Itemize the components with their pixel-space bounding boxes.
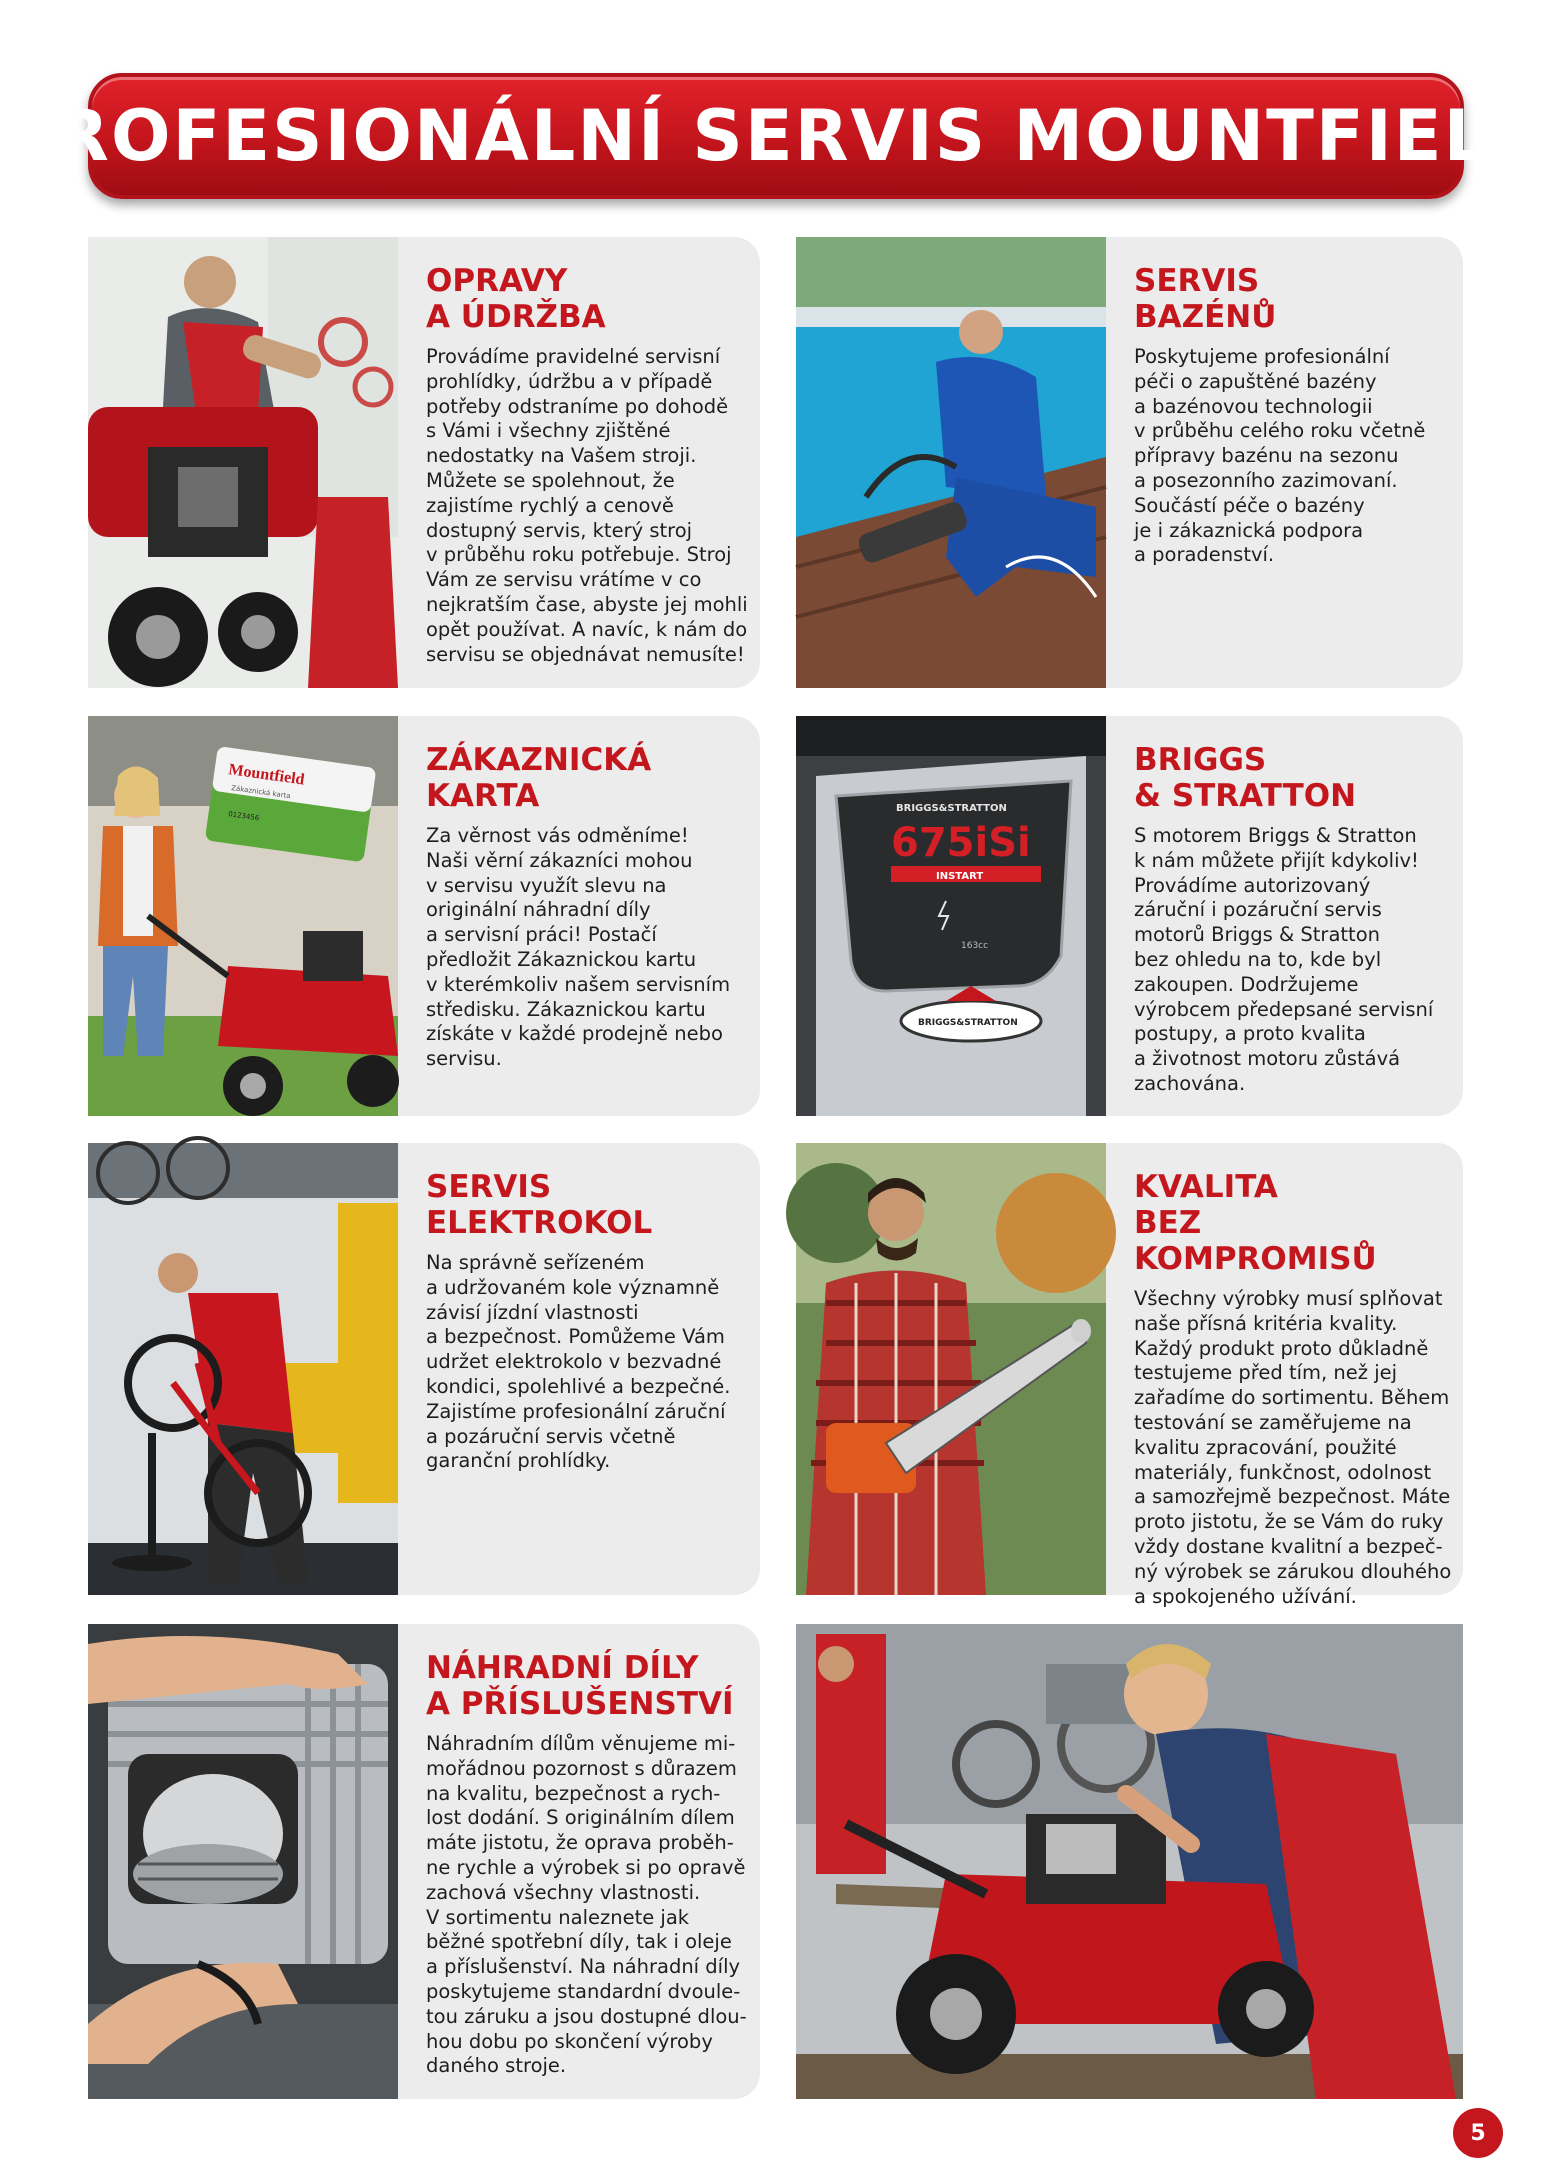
card-title: BRIGGS & STRATTON xyxy=(1134,742,1357,814)
card-text xyxy=(1134,742,1439,1097)
header-banner xyxy=(1,73,1550,199)
card-spare-parts xyxy=(88,1624,760,2099)
card-workshop-photo xyxy=(796,1624,1463,2099)
card-body: Za věrnost vás odměníme! Naši věrní zákazníci mohou v servisu využít slevu na originální náhradní díly a servisní práci! Postačí předložit Zákaznickou kartu v kterémkoliv našem servisním středisku. Zákaznickou kartu získáte v každé prodejně nebo servisu. xyxy=(426,824,731,1071)
card-title: KVALITA BEZ KOMPROMISŮ xyxy=(1134,1169,1377,1277)
card-body: S motorem Briggs & Stratton k nám můžete přijít kdykoliv! Provádíme autorizovaný záruční i pozáruční servis motorů Briggs & Stratton bez ohledu na to, kde byl zakoupen. Dodržujeme výrobcem předepsané servisní postupy, a proto kvalita a životnost motoru zůstává zachována. xyxy=(1134,824,1434,1095)
card-text xyxy=(426,263,748,667)
card-text xyxy=(426,1650,747,2079)
card-body: Na správně seřízeném a udržovaném kole významně závisí jízdní vlastnosti a bezpečnost. Pomůžeme Vám udržet elektrokolo v bezvadné kondici, spolehlivé a bezpečné. Zajistíme profesionální záruční a pozáruční servis včetně garanční prohlídky. xyxy=(426,1251,731,1473)
card-body: Náhradním dílům věnujeme mi- mořádnou pozornost s důrazem na kvalitu, bezpečnost a rych- lost dodání. S originálním dílem máte jistotu, že oprava proběh- ne rychle a výrobek si po opravě zachová všechny vlastnosti. V sortimentu naleznete jak běžné spotřební díly, tak i oleje a příslušenství. Na náhradní díly poskytujeme standardní dvoule- tou záruku a jsou dostupné dlou- hou dobu po skončení výroby daného stroje. xyxy=(426,1732,747,2078)
card-number: 0123456 xyxy=(227,810,260,823)
photo-engine-closeup xyxy=(796,716,1106,1116)
card-customer-card xyxy=(88,716,760,1116)
card-subtitle: Zákaznická karta xyxy=(230,784,292,801)
card-text xyxy=(1134,1169,1452,1609)
photo-pool-technician xyxy=(796,237,1106,688)
card-text xyxy=(1134,263,1439,568)
page-number: 5 xyxy=(1470,2120,1486,2146)
page-number-badge xyxy=(1453,2108,1503,2158)
card-title: OPRAVY A ÚDRŽBA xyxy=(426,263,606,335)
card-text xyxy=(426,742,736,1072)
photo-man-chainsaw xyxy=(796,1143,1106,1595)
card-repairs xyxy=(88,237,760,688)
card-title: SERVIS BAZÉNŮ xyxy=(1134,263,1277,335)
card-pool-service xyxy=(796,237,1463,688)
photo-mechanic-lawnmower xyxy=(796,1624,1463,2099)
engine-model: 675iSi xyxy=(891,820,1031,866)
card-body: Provádíme pravidelné servisní prohlídky, údržbu a v případě potřeby odstraníme po dohodě s Vámi i všechny zjištěné nedostatky na Vašem stroji. Můžete se spolehnout, že zajistíme rychlý a cenově dostupný servis, který stroj v průběhu roku potřebuje. Stroj Vám ze servisu vrátíme v co nejkratším čase, abyste jej mohli opět používat. A navíc, k nám do servisu se objednávat nemusíte! xyxy=(426,345,748,666)
photo-engine-piston xyxy=(88,1624,398,2099)
card-briggs-stratton xyxy=(796,716,1463,1116)
card-title: NÁHRADNÍ DÍLY A PŘÍSLUŠENSTVÍ xyxy=(426,1650,734,1722)
photo-woman-mower-card xyxy=(88,716,398,1116)
photo-mechanic-tractor xyxy=(88,237,398,688)
card-title: ZÁKAZNICKÁ KARTA xyxy=(426,742,652,814)
engine-brand: BRIGGS&STRATTON xyxy=(896,803,1007,814)
card-quality xyxy=(796,1143,1463,1608)
engine-badge: BRIGGS&STRATTON xyxy=(918,1018,1018,1028)
engine-instart: INSTART xyxy=(936,871,984,882)
card-ebike-service xyxy=(88,1143,760,1595)
card-body: Všechny výrobky musí splňovat naše přísná kritéria kvality. Každý produkt proto důkladně testujeme před tím, než jej zařadíme do sortimentu. Během testování se zaměřujeme na kvalitu zpracování, použité materiály, funkčnost, odolnost a samozřejmě bezpečnost. Máte proto jistotu, že se Vám do ruky vždy dostane kvalitní a bezpeč- ný výrobek se zárukou dlouhého a spokojeného užívání. xyxy=(1134,1287,1452,1608)
photo-ebike-mechanic xyxy=(88,1143,398,1595)
page-title: PROFESIONÁLNÍ SERVIS MOUNTFIELD xyxy=(1,95,1550,177)
card-brand-logo: Mountfield xyxy=(227,761,306,789)
engine-cc: 163cc xyxy=(961,941,989,951)
card-title: SERVIS ELEKTROKOL xyxy=(426,1169,653,1241)
card-text xyxy=(426,1169,736,1474)
card-body: Poskytujeme profesionální péči o zapuštěné bazény a bazénovou technologii v průběhu celého roku včetně přípravy bazénu na sezonu a posezonního zazimovaní. Součástí péče o bazény je i zákaznická podpora a poradenství. xyxy=(1134,345,1426,567)
